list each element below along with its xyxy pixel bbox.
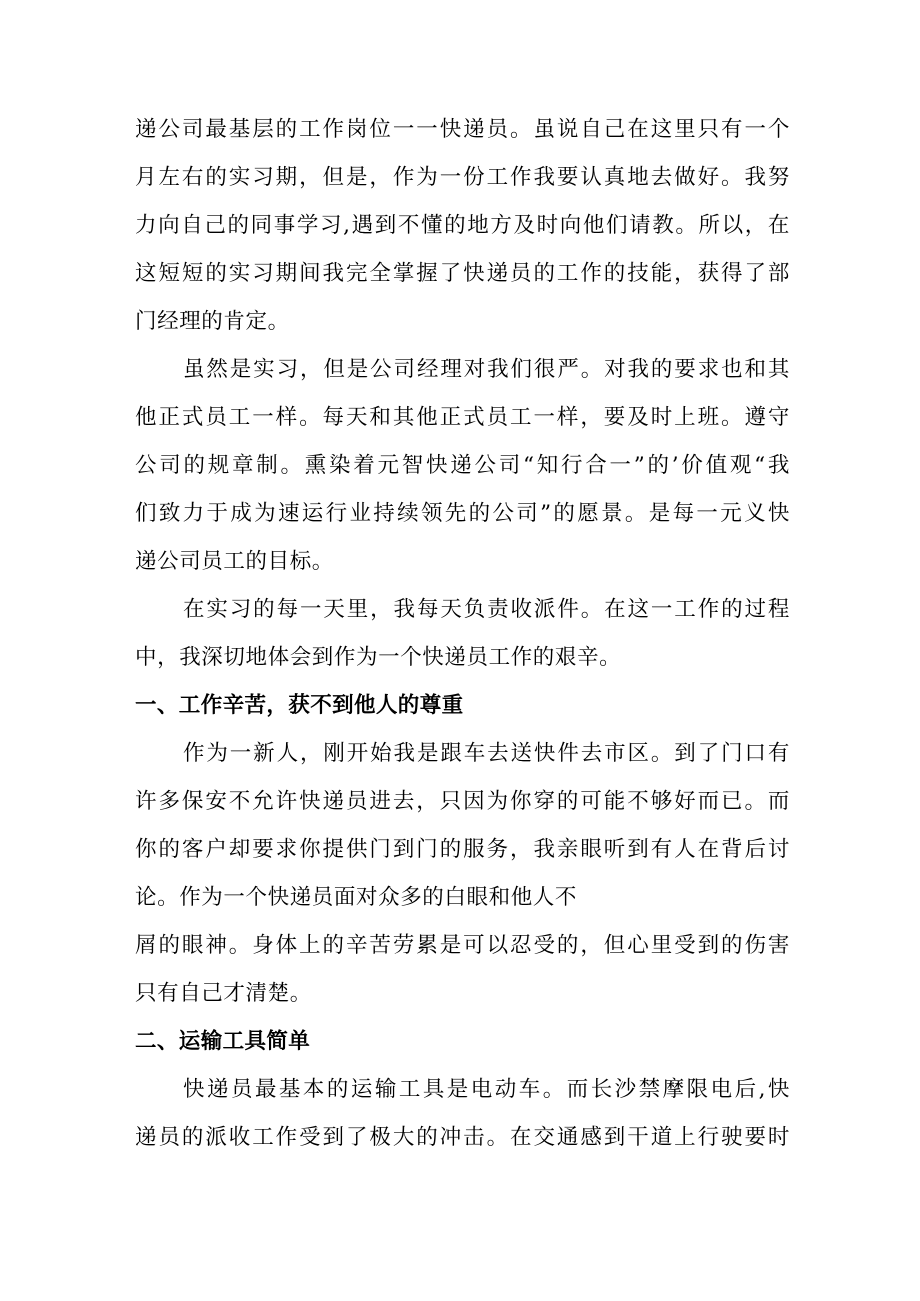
paragraph-4-line-5: 屑的眼神。身体上的辛苦劳累是可以忍受的，但心里受到的伤害 [135, 933, 790, 958]
paragraph-3-line-1: 在实习的每一天里，我每天负责收派件。在这一工作的过程 [183, 597, 790, 622]
section-heading-2: 二、运输工具简单 [135, 1029, 311, 1054]
paragraph-4-line-4: 论。作为一个快递员面对众多的白眼和他人不 [135, 885, 578, 910]
paragraph-3-line-2: 中，我深切地体会到作为一个快递员工作的艰辛。 [135, 645, 622, 670]
paragraph-1-line-5: 门经理的肯定。 [135, 309, 290, 334]
paragraph-4-line-1: 作为一新人，刚开始我是跟车去送快件去市区。到了门口有 [183, 741, 790, 766]
paragraph-2-line-2: 他正式员工一样。每天和其他正式员工一样，要及时上班。遵守 [135, 405, 790, 430]
paragraph-2-line-3: 公司的规章制。熏染着元智快递公司“知行合一”的’价值观“我 [135, 453, 790, 478]
paragraph-2-line-5: 递公司员工的目标。 [135, 549, 334, 574]
paragraph-2-line-1: 虽然是实习，但是公司经理对我们很严。对我的要求也和其 [183, 357, 790, 382]
paragraph-5-line-2: 递员的派收工作受到了极大的冲击。在交通感到干道上行驶要时 [135, 1125, 790, 1150]
paragraph-4-line-2: 许多保安不允许快递员进去，只因为你穿的可能不够好而已。而 [135, 789, 790, 814]
paragraph-1-line-2: 月左右的实习期，但是，作为一份工作我要认真地去做好。我努 [135, 165, 790, 190]
section-heading-1: 一、工作辛苦，获不到他人的尊重 [135, 693, 464, 718]
paragraph-1-line-4: 这短短的实习期间我完全掌握了快递员的工作的技能，获得了部 [135, 261, 790, 286]
paragraph-4-line-6: 只有自己才清楚。 [135, 981, 312, 1006]
paragraph-2-line-4: 们致力于成为速运行业持续领先的公司”的愿景。是每一元义快 [135, 501, 790, 526]
paragraph-5-line-1: 快递员最基本的运输工具是电动车。而长沙禁摩限电后,快 [183, 1077, 790, 1102]
paragraph-1-line-1: 递公司最基层的工作岗位一一快递员。虽说自己在这里只有一个 [135, 117, 790, 142]
paragraph-4-line-3: 你的客户却要求你提供门到门的服务，我亲眼听到有人在背后讨 [135, 837, 790, 862]
paragraph-1-line-3: 力向自己的同事学习,遇到不懂的地方及时向他们请教。所以，在 [135, 213, 790, 238]
